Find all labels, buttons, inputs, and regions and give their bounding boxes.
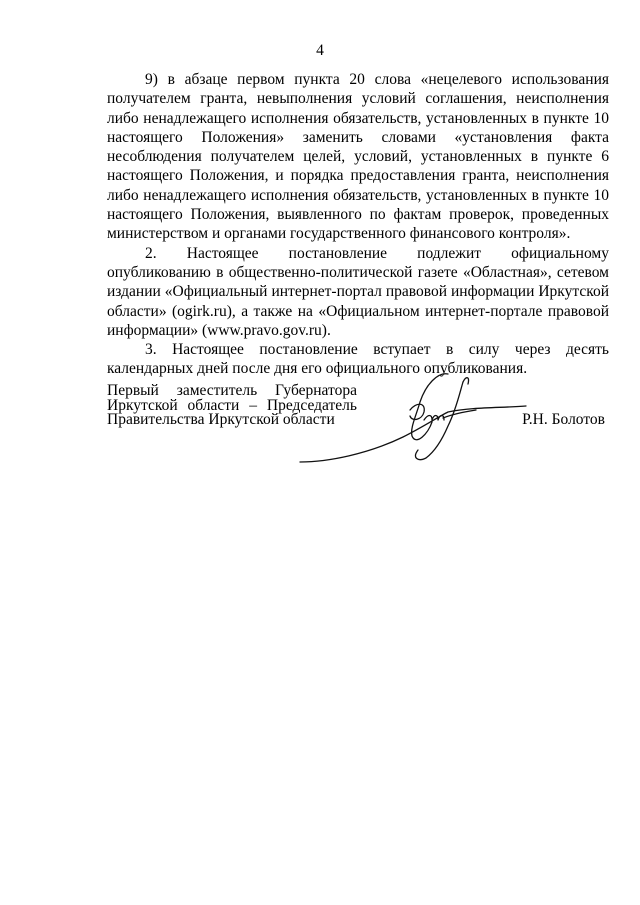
document-body [107, 70, 609, 379]
paragraph-item-9: 9) в абзаце первом пункта 20 слова «нецелевого использования получателем гранта, невыполнения условий соглашения, неисполнения либо ненадлежащего исполнения обязательств, установленных в пункте 10 настоящего Положения» заменить словами «установления факта несоблюдения получателем целей, условий, установленных в пункте 6 настоящего Положения, и порядка предоставления гранта, неисполнения либо ненадлежащего исполнения обязательств, установленных в пункте 10 настоящего Положения, выявленного по фактам проверок, проведенных министерством и органами государственного финансового контроля». [107, 71, 609, 243]
signatory-title-line: Правительства Иркутской области [107, 411, 335, 428]
handwritten-signature [298, 362, 528, 472]
signatory-title-line: Первый заместитель Губернатора [107, 382, 357, 399]
paragraph-effective-date: 3. Настоящее постановление вступает в силу через десять календарных дней после дня его официального опубликования. [107, 341, 609, 378]
paragraph-publication: 2. Настоящее постановление подлежит официальному опубликованию в общественно-политической газете «Областная», сетевом издании «Официальный интернет-портал правовой информации Иркутской области» (ogirk.ru), а также на «Официальном интернет-портале правовой информации» (www.pravo.gov.ru). [107, 244, 609, 339]
signatory-name: Р.Н. Болотов [522, 411, 605, 428]
signatory-title-line: Иркутской области – Председатель [107, 396, 357, 414]
page-number: 4 [316, 42, 324, 59]
